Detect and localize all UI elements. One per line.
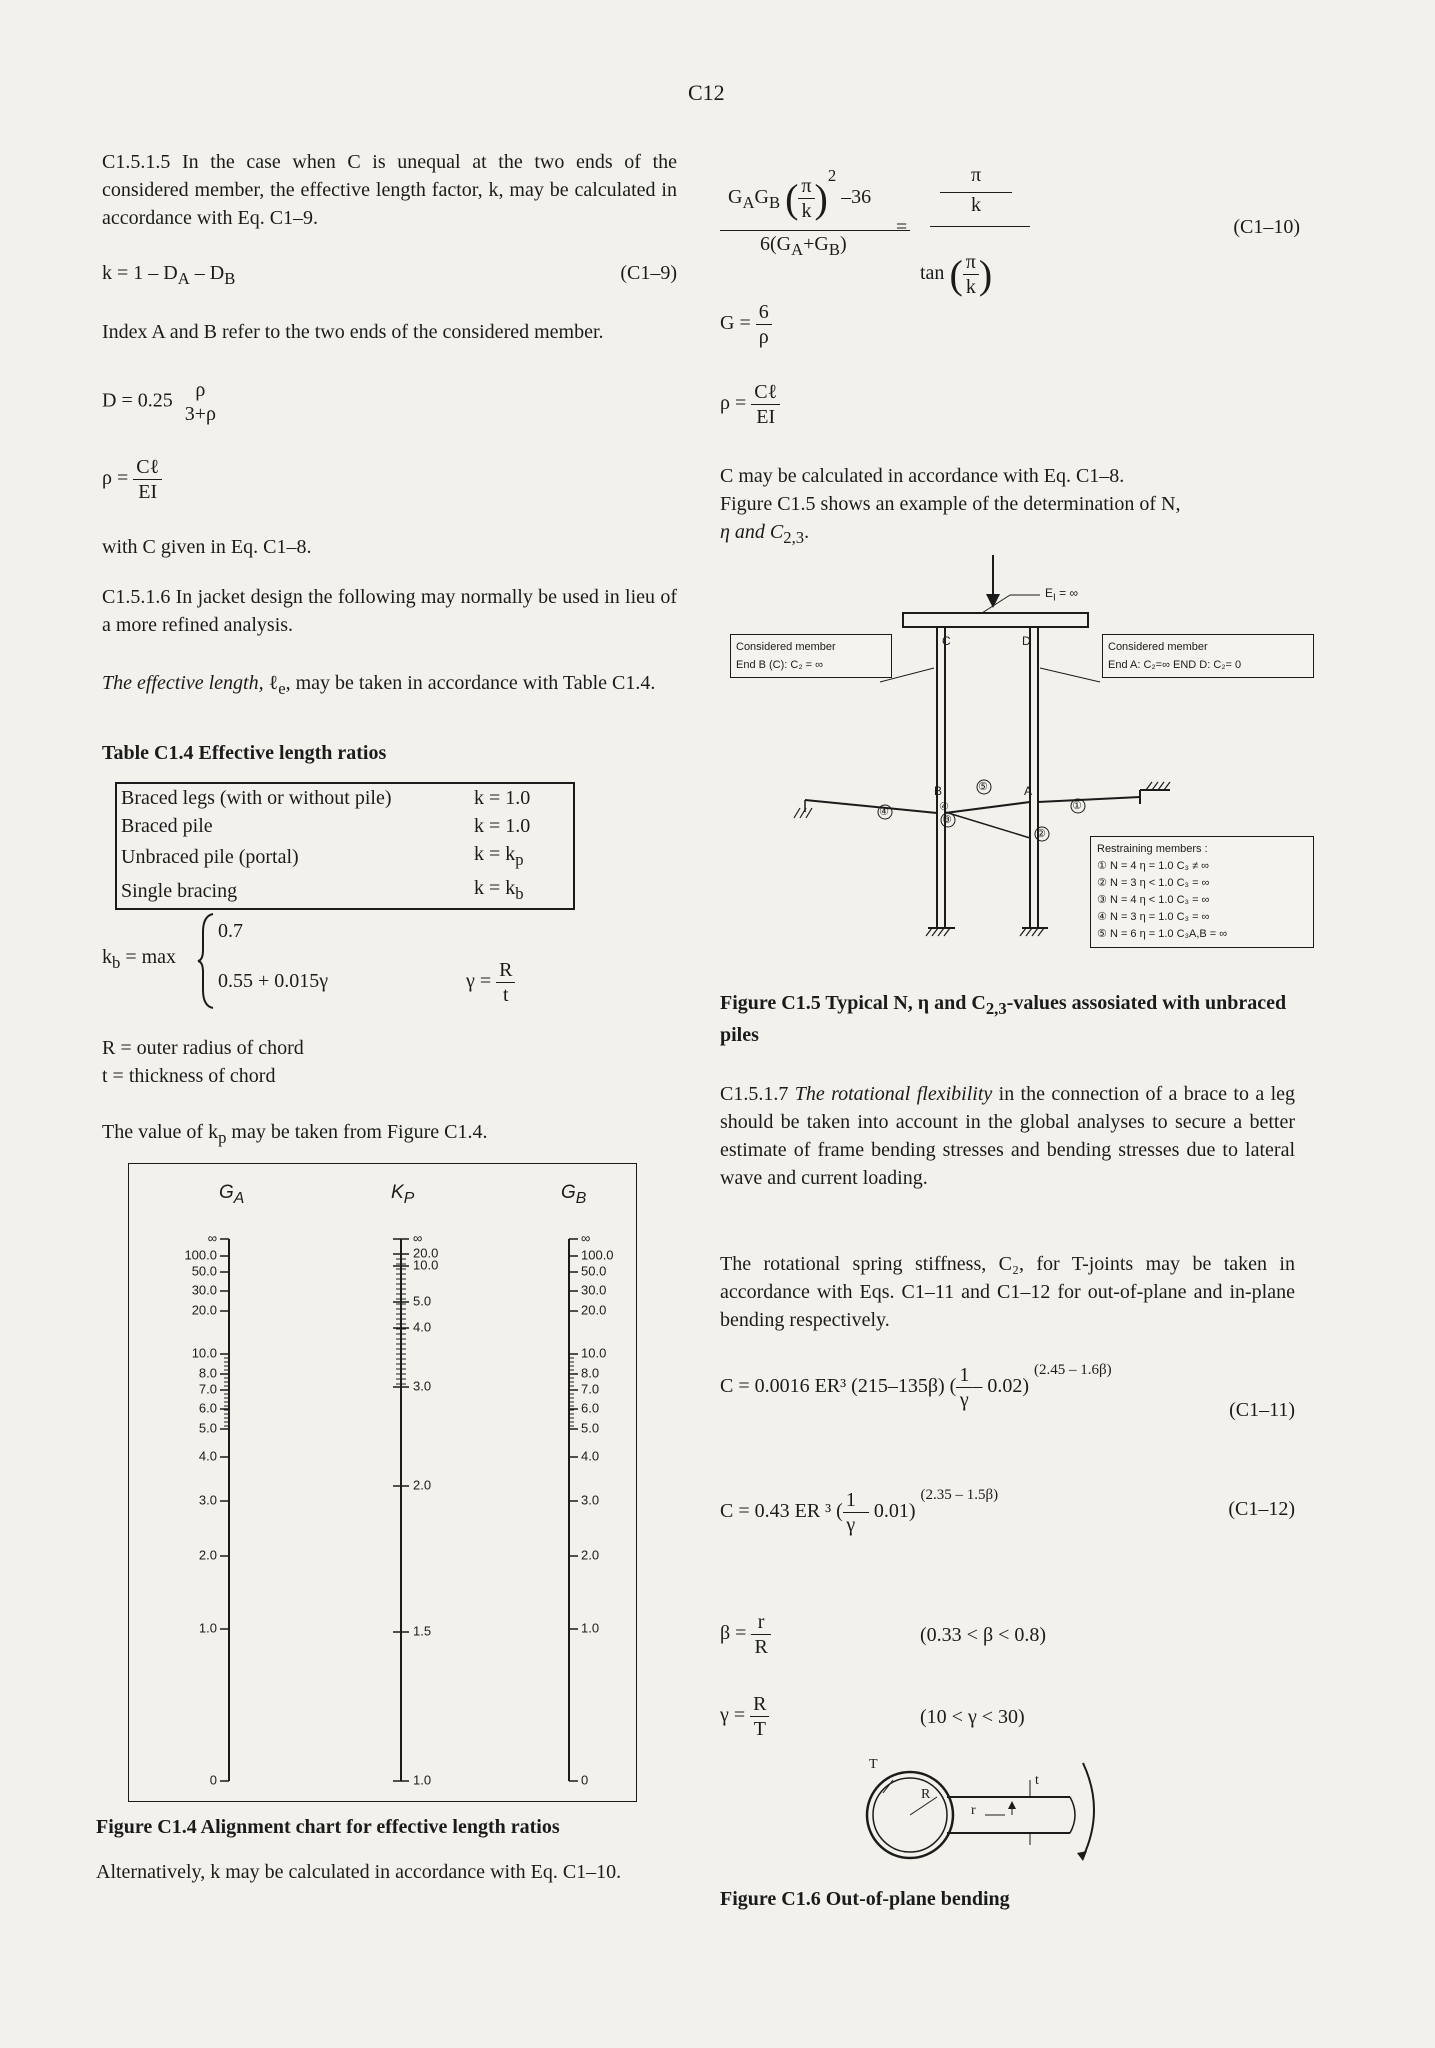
gb-tick-label: 4.0	[581, 1448, 600, 1464]
equation-beta: β = $\frac{r}{R}$ (0.33 < β < 0.8)	[720, 1611, 1047, 1658]
paragraph-effective-length: The effective length, ℓ$_e$, may be taken in accordance with Table C1.4.	[102, 672, 656, 698]
page-number: C12	[688, 80, 725, 105]
table-cell-member: Braced pile	[121, 815, 213, 837]
definition-t: t = thickness of chord	[102, 1065, 276, 1087]
gb-tick-label: ∞	[581, 1230, 591, 1246]
paragraph-figure-c15: Figure C1.5 shows an example of the determination of N, η and $C_{2,3}$.	[720, 493, 1181, 547]
equation-c1-9: $k = 1 - D_A - D_B$ (C1–9)	[102, 262, 677, 288]
left-considered-member-box: Considered member End B (C): C₂ = ∞	[730, 634, 892, 678]
kp-tick-label: 1.0	[413, 1772, 432, 1788]
restraining-members-box: Restraining members : ① N = 4 η = 1.0 C₃ ≠ ∞ ② N = 3 η < 1.0 C₃ = ∞ ③ N = 4 η < 1.0 C₃ = ∞ ④ N = 3 η = 1.0 C₃ = ∞ ⑤ N = 6 η = 1.0 C₃A,B = ∞	[1090, 836, 1314, 948]
gb-tick-label: 2.0	[581, 1547, 600, 1563]
equation-c1-11: C = 0.0016 ER³ (215–135β) ( $\frac{1}{\gamma}$ – 0.02) $^{(2.45 - 1.6\beta)}$ (C1–11)	[720, 1362, 1295, 1421]
paragraph-index: Index A and B refer to the two ends of the considered member.	[102, 321, 604, 343]
kp-tick-label: 20.0	[413, 1245, 439, 1261]
equation-kb: $k_b = \max$ 0.7 0.55 + 0.015γ γ = $\frac{R}{t}$	[102, 912, 662, 1010]
brace-symbol	[197, 912, 217, 1010]
kp-tick-label: 1.5	[413, 1623, 432, 1639]
equation-tag: (C1–11)	[1229, 1399, 1295, 1421]
gb-tick-label: 0	[581, 1772, 589, 1788]
label-r: r	[971, 1803, 976, 1818]
gb-tick-label: 3.0	[581, 1492, 600, 1508]
equation-c1-10: $G_AG_B$ ( $\frac{\pi}{k}$ )$^2$ –36 $6(G_A+G_B)$ = π k tan ( $\frac{\pi}{k}$ ) (C1–10)	[720, 160, 1300, 300]
gb-tick-label: 8.0	[581, 1365, 600, 1381]
paragraph-rotational-spring: The rotational spring stiffness, C₂, for T-joints may be taken in accordance with Eqs. C1–11 and C1–12 for out-of-plane and in-plane bending respectively.	[720, 1253, 1295, 1331]
figure-c1-6-caption: Figure C1.6 Out-of-plane bending	[720, 1888, 1010, 1910]
label-T: T	[869, 1757, 878, 1772]
gb-tick-label: 10.0	[581, 1345, 607, 1361]
table-cell-member: Unbraced pile (portal)	[121, 846, 299, 868]
equation-tag: (C1–9)	[620, 262, 677, 284]
kp-tick-label: 3.0	[413, 1378, 432, 1394]
gb-tick-label: 100.0	[581, 1247, 614, 1263]
paragraph-with-c: with C given in Eq. C1–8.	[102, 536, 312, 558]
ga-tick-label: 100.0	[184, 1247, 217, 1263]
table-cell-k: k = 1.0	[474, 815, 531, 837]
table-row	[116, 874, 574, 909]
ga-tick-label: 4.0	[198, 1448, 217, 1464]
equation-c1-12: C = 0.43 ER ³ ( $\frac{1}{\gamma}$ – 0.01) $^{(2.35 - 1.5\beta)}$ (C1–12)	[720, 1487, 1295, 1536]
table-cell-k: $k = k_p$	[474, 843, 524, 869]
equation-g: G = $\frac{6}{\rho}$	[720, 300, 772, 349]
equation-rho-left: ρ = $\frac{\text{Cℓ}}{EI}$	[102, 455, 162, 504]
kp-tick-label: ∞	[413, 1230, 423, 1246]
node-c-label: C	[942, 634, 951, 648]
right-considered-member-box: Considered member End A: C₂=∞ END D: C₂= 0	[1102, 634, 1314, 678]
ga-tick-label: 2.0	[198, 1547, 217, 1563]
table-row	[116, 812, 574, 840]
ga-tick-label: 7.0	[198, 1381, 217, 1397]
alignment-chart-svg	[129, 1164, 636, 1801]
node-d-label: D	[1022, 634, 1031, 648]
node-a-label: A	[1024, 784, 1033, 798]
restraining-member-row: ② N = 3 η < 1.0 C₃ = ∞	[1097, 877, 1210, 889]
paragraph-c1517: C1.5.1.7 The rotational flexibility in the connection of a brace to a leg should be taken into account in the global analyses to secure a better estimate of frame bending stresses and bending stresses due to lateral wave and current loading.	[720, 1083, 1296, 1189]
table-cell-member: Braced legs (with or without pile)	[121, 787, 392, 809]
table-row	[116, 783, 574, 812]
gb-tick-label: 1.0	[581, 1620, 600, 1636]
paragraph-kp: The value of $k_p$ may be taken from Figure C1.4.	[102, 1121, 488, 1147]
table-row	[116, 840, 574, 874]
definition-r: R = outer radius of chord	[102, 1037, 304, 1059]
restraining-member-row: ③ N = 4 η < 1.0 C₃ = ∞	[1097, 894, 1210, 906]
ga-tick-label: 1.0	[198, 1620, 217, 1636]
paragraph-c1515: C1.5.1.5 In the case when C is unequal at the two ends of the considered member, the effective length factor, k, may be calculated in accordance with Eq. C1–9.	[102, 151, 677, 229]
restraining-member-row: ④ N = 3 η = 1.0 C₃ = ∞	[1097, 911, 1210, 923]
alignment-chart	[128, 1163, 637, 1802]
figure-c1-5: ④ ④ ⑤ ③ ② ① $E_I$ = ∞ C D B A Considered member End B (C): C₂ = ∞ Considered member End A: C₂=∞ END D: C₂= 0 Restraining members : ① N = 4 η = 1.0 C₃ ≠ ∞ ② N = 3 η < 1.0 C₃ = ∞ ③ N = 4 η < 1.0 C₃ = ∞ ④ N = 3 η = 1.0 C₃ = ∞ ⑤ N = 6 η = 1.0 C₃A,B = ∞	[720, 550, 1310, 1010]
kp-tick-label: 2.0	[413, 1477, 432, 1493]
header-gb: $G_B$	[561, 1182, 587, 1207]
ga-tick-label: 0	[209, 1772, 217, 1788]
ga-tick-label: 30.0	[191, 1282, 217, 1298]
header-kp: $K_P$	[391, 1182, 415, 1207]
equation-gamma: γ = $\frac{R}{T}$ (10 < γ < 30)	[720, 1693, 1025, 1740]
gb-tick-label: 50.0	[581, 1263, 607, 1279]
paragraph-c1516: C1.5.1.6 In jacket design the following may normally be used in lieu of a more refined analysis.	[102, 586, 677, 636]
out-of-plane-diagram	[855, 1755, 1115, 1865]
equation-tag: (C1–10)	[1233, 216, 1300, 238]
equation-tag: (C1–12)	[1228, 1498, 1295, 1520]
table-cell-member: Single bracing	[121, 880, 238, 902]
ga-tick-label: 50.0	[191, 1263, 217, 1279]
gb-tick-label: 5.0	[581, 1420, 600, 1436]
kp-tick-label: 10.0	[413, 1257, 439, 1273]
figure-c1-4-caption: Figure C1.4 Alignment chart for effective length ratios	[96, 1816, 560, 1838]
ei-label: $E_I$ = ∞	[1045, 586, 1079, 604]
paragraph-c-calc: C may be calculated in accordance with Eq. C1–8.	[720, 465, 1125, 487]
restraining-member-row: ⑤ N = 6 η = 1.0 C₃A,B = ∞	[1097, 928, 1228, 940]
ga-tick-label: 6.0	[198, 1400, 217, 1416]
ga-tick-label: 5.0	[198, 1420, 217, 1436]
gb-tick-label: 20.0	[581, 1302, 607, 1318]
ga-tick-label: ∞	[207, 1230, 217, 1246]
kp-tick-label: 5.0	[413, 1293, 432, 1309]
gb-tick-label: 6.0	[581, 1400, 600, 1416]
ga-tick-label: 20.0	[191, 1302, 217, 1318]
table-cell-k: k = 1.0	[474, 787, 531, 809]
header-ga: $G_A$	[219, 1182, 245, 1207]
gb-tick-label: 7.0	[581, 1381, 600, 1397]
node-b-label: B	[934, 784, 943, 798]
table-title: Table C1.4 Effective length ratios	[102, 742, 387, 764]
figure-c1-6	[855, 1755, 1115, 1865]
figure-c1-5-caption: Figure C1.5 Typical N, η and $C_{2,3}$-values assosiated with unbraced piles	[720, 992, 1287, 1046]
table-cell-k: $k = k_b$	[474, 877, 524, 903]
equation-rho-right: ρ = $\frac{\text{Cℓ}}{EI}$	[720, 380, 780, 429]
gb-tick-label: 30.0	[581, 1282, 607, 1298]
ga-tick-label: 8.0	[198, 1365, 217, 1381]
ga-tick-label: 3.0	[198, 1492, 217, 1508]
equation-d: D = 0.25 ρ 3+ρ	[102, 379, 216, 425]
label-R: R	[921, 1787, 931, 1802]
ga-tick-label: 10.0	[191, 1345, 217, 1361]
restraining-member-row: ① N = 4 η = 1.0 C₃ ≠ ∞	[1097, 860, 1210, 872]
label-t: t	[1035, 1773, 1039, 1788]
kp-tick-label: 4.0	[413, 1319, 432, 1335]
effective-length-table	[115, 782, 575, 910]
paragraph-alternatively: Alternatively, k may be calculated in accordance with Eq. C1–10.	[96, 1861, 622, 1883]
